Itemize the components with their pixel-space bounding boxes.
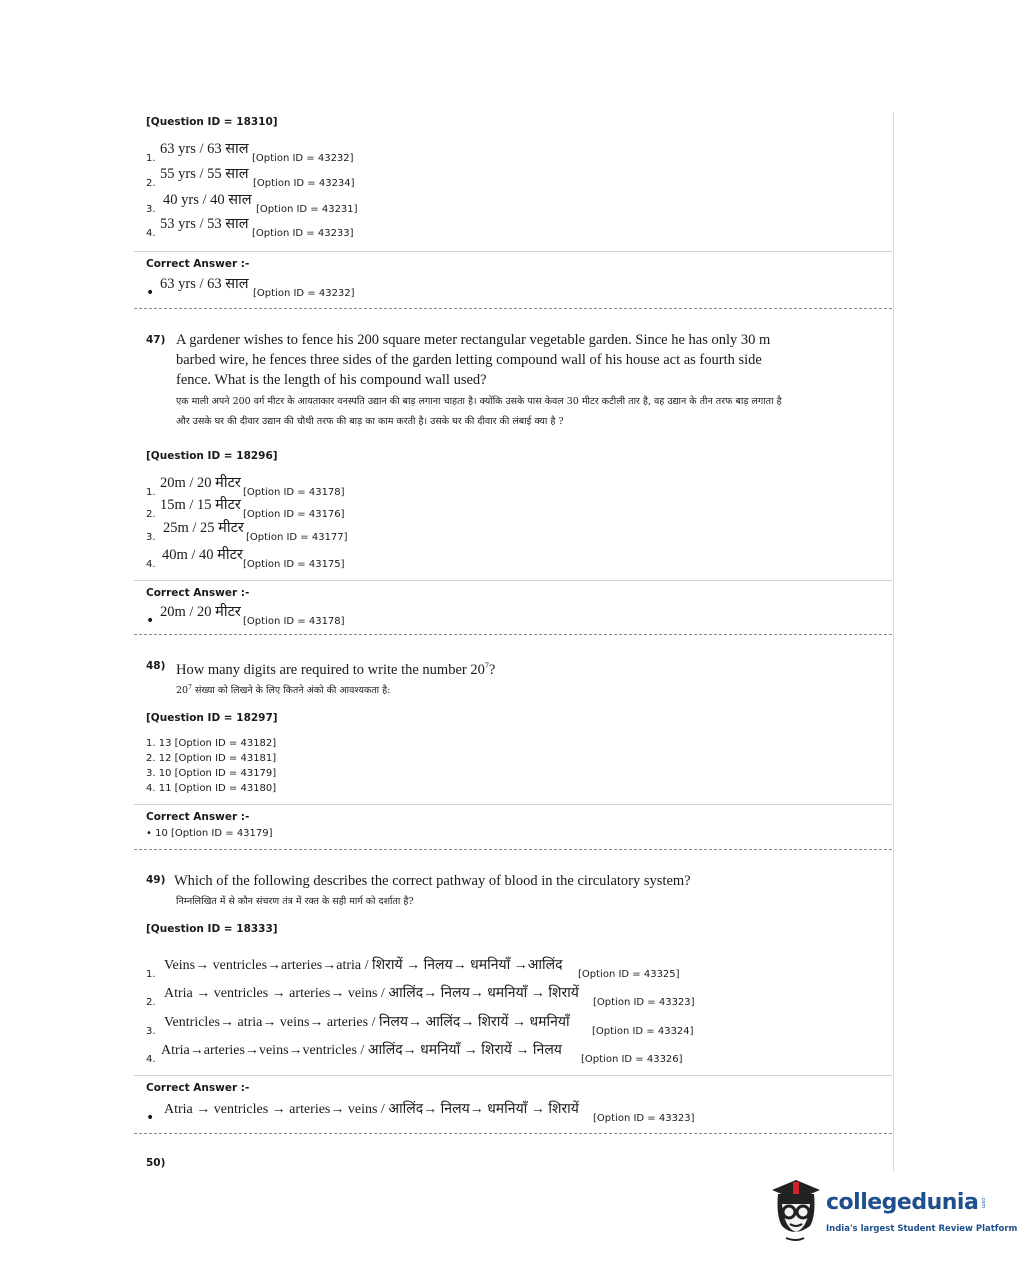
- correct-answer-text: 63 yrs / 63 साल: [160, 276, 249, 292]
- question-number-48: 48): [146, 660, 166, 672]
- option-text: 40m / 40 मीटर: [162, 547, 243, 563]
- option-47-4: [146, 546, 446, 570]
- option-text: 55 yrs / 55 साल: [160, 166, 249, 182]
- question-number-50: 50): [146, 1157, 166, 1169]
- bullet: •: [146, 613, 155, 629]
- option-text: 40 yrs / 40 साल: [163, 192, 252, 208]
- option-number: 1.: [146, 153, 156, 164]
- option-text: 15m / 15 मीटर: [160, 497, 241, 513]
- option-id: [Option ID = 43176]: [243, 509, 345, 520]
- option-id: [Option ID = 43323]: [593, 1113, 695, 1124]
- divider: [134, 804, 892, 805]
- correct-answer-label-48: Correct Answer :-: [146, 811, 250, 823]
- option-text: Veins→ ventricles→arteries→atria / शिरायें → निलय→ धमनियाँ →आलिंद: [164, 958, 563, 973]
- option-number: 4.: [146, 228, 156, 239]
- bullet: •: [146, 285, 155, 301]
- option-number: 4.: [146, 559, 156, 570]
- logo-tagline: India's largest Student Review Platform: [826, 1224, 1018, 1234]
- correct-answer-label-46: Correct Answer :-: [146, 258, 250, 270]
- correct-answer-46: [146, 275, 446, 299]
- option-id: [Option ID = 43178]: [243, 487, 345, 498]
- correct-answer-49: [146, 1100, 786, 1124]
- option-46-1: [146, 140, 446, 164]
- question-id-48: [Question ID = 18297]: [146, 712, 278, 724]
- exponent: 7: [484, 661, 489, 670]
- option-text: 53 yrs / 53 साल: [160, 216, 249, 232]
- divider: [134, 580, 892, 581]
- question-divider: [134, 308, 892, 309]
- option-id: [Option ID = 43232]: [252, 153, 354, 164]
- divider: [134, 1075, 892, 1076]
- option-id: [Option ID = 43232]: [253, 288, 355, 299]
- question-text-hindi-47: एक माली अपने 200 वर्ग मीटर के आयताकार वनस्पति उद्यान की बाड़ लगाना चाहता है। क्योंकि उसके पास केवल 30 मीटर कटीली तार है, वह उद्यान के तीन तरफ बाड़ लगाता है और उसके घर की दीवार उद्यान की चौथी तरफ की बाड़ का काम करती है। उसके घर की दीवार की लंबाई क्या है ?: [176, 396, 782, 427]
- option-48-4: 4. 11 [Option ID = 43180]: [146, 783, 277, 794]
- divider: [134, 251, 892, 252]
- correct-answer-text: 20m / 20 मीटर: [160, 604, 241, 620]
- option-number: 2.: [146, 997, 156, 1008]
- mascot-icon: [766, 1176, 824, 1246]
- question-number-49: 49): [146, 874, 166, 886]
- question-text-english-48: [176, 656, 776, 680]
- collegedunia-logo: [766, 1176, 1018, 1246]
- option-number: 4.: [146, 1054, 156, 1065]
- english-text: How many digits are required to write the number 20: [176, 661, 485, 678]
- option-number: 2.: [146, 178, 156, 189]
- correct-answer-label-47: Correct Answer :-: [146, 587, 250, 599]
- option-id: [Option ID = 43178]: [243, 616, 345, 627]
- english-text-end: ?: [488, 661, 496, 678]
- exponent: 7: [188, 684, 192, 691]
- option-id: [Option ID = 43231]: [256, 204, 358, 215]
- option-id: [Option ID = 43326]: [581, 1054, 683, 1065]
- option-id: [Option ID = 43323]: [593, 997, 695, 1008]
- option-number: 2.: [146, 509, 156, 520]
- option-id: [Option ID = 43325]: [578, 969, 680, 980]
- correct-answer-label-49: Correct Answer :-: [146, 1082, 250, 1094]
- question-text-hindi-49: निम्नलिखित में से कौन संचरण तंत्र में रक्त के सही मार्ग को दर्शाता है?: [176, 896, 414, 907]
- option-number: 3.: [146, 1026, 156, 1037]
- option-id: [Option ID = 43233]: [252, 228, 354, 239]
- bullet: •: [146, 1110, 155, 1126]
- option-49-3: [146, 1013, 786, 1037]
- question-id-49: [Question ID = 18333]: [146, 923, 278, 935]
- option-id: [Option ID = 43234]: [253, 178, 355, 189]
- correct-answer-47: [146, 603, 446, 627]
- correct-answer-48: • 10 [Option ID = 43179]: [146, 828, 273, 839]
- option-id: [Option ID = 43177]: [246, 532, 348, 543]
- question-id-47: [Question ID = 18296]: [146, 450, 278, 462]
- question-divider: [134, 634, 892, 635]
- option-text: Ventricles→ atria→ veins→ arteries / निलय→ आलिंद→ शिरायें → धमनियाँ: [164, 1015, 570, 1030]
- option-48-1: 1. 13 [Option ID = 43182]: [146, 738, 277, 749]
- question-divider: [134, 1133, 892, 1134]
- option-text: 63 yrs / 63 साल: [160, 141, 249, 157]
- option-text: Atria → ventricles → arteries→ veins / आलिंद→ निलय→ धमनियाँ → शिरायें: [164, 986, 579, 1001]
- question-text-hindi-48: [176, 678, 796, 701]
- question-text-english-49: Which of the following describes the correct pathway of blood in the circulatory system?: [174, 873, 691, 889]
- option-number: 1.: [146, 487, 156, 498]
- option-48-3: 3. 10 [Option ID = 43179]: [146, 768, 277, 779]
- option-46-2: [146, 165, 446, 189]
- option-text: 25m / 25 मीटर: [163, 520, 244, 536]
- option-number: 3.: [146, 532, 156, 543]
- correct-answer-text: Atria → ventricles → arteries→ veins / आलिंद→ निलय→ धमनियाँ → शिरायें: [164, 1102, 579, 1117]
- logo-wordmark: collegedunia: [826, 1190, 979, 1215]
- option-text: 20m / 20 मीटर: [160, 475, 241, 491]
- option-49-2: [146, 984, 786, 1008]
- option-number: 1.: [146, 969, 156, 980]
- hindi-base: 20: [176, 685, 189, 697]
- option-48-2: 2. 12 [Option ID = 43181]: [146, 753, 277, 764]
- option-49-4: [146, 1041, 786, 1065]
- question-divider: [134, 849, 892, 850]
- option-id: [Option ID = 43175]: [243, 559, 345, 570]
- logo-suffix: .com: [980, 1196, 986, 1209]
- question-number-47: 47): [146, 334, 166, 346]
- question-id-46: [Question ID = 18310]: [146, 116, 278, 128]
- option-text: Atria→arteries→veins→ventricles / आलिंद→ धमनियाँ → शिरायें → निलय: [161, 1043, 562, 1058]
- options-48: [146, 736, 276, 796]
- option-46-4: [146, 215, 446, 239]
- option-number: 3.: [146, 204, 156, 215]
- option-46-3: [146, 191, 446, 215]
- question-text-english-47: A gardener wishes to fence his 200 square meter rectangular vegetable garden. Since he has only 30 m barbed wire, he fences three sides of the garden letting compound wall of his house act as fourth side fence. What is the length of his compound wall used?: [176, 332, 771, 388]
- option-49-1: [146, 956, 786, 980]
- option-id: [Option ID = 43324]: [592, 1026, 694, 1037]
- option-47-3: [146, 519, 446, 543]
- hindi-text: संख्या को लिखने के लिए कितने अंको की आवश्यकता है:: [191, 685, 391, 697]
